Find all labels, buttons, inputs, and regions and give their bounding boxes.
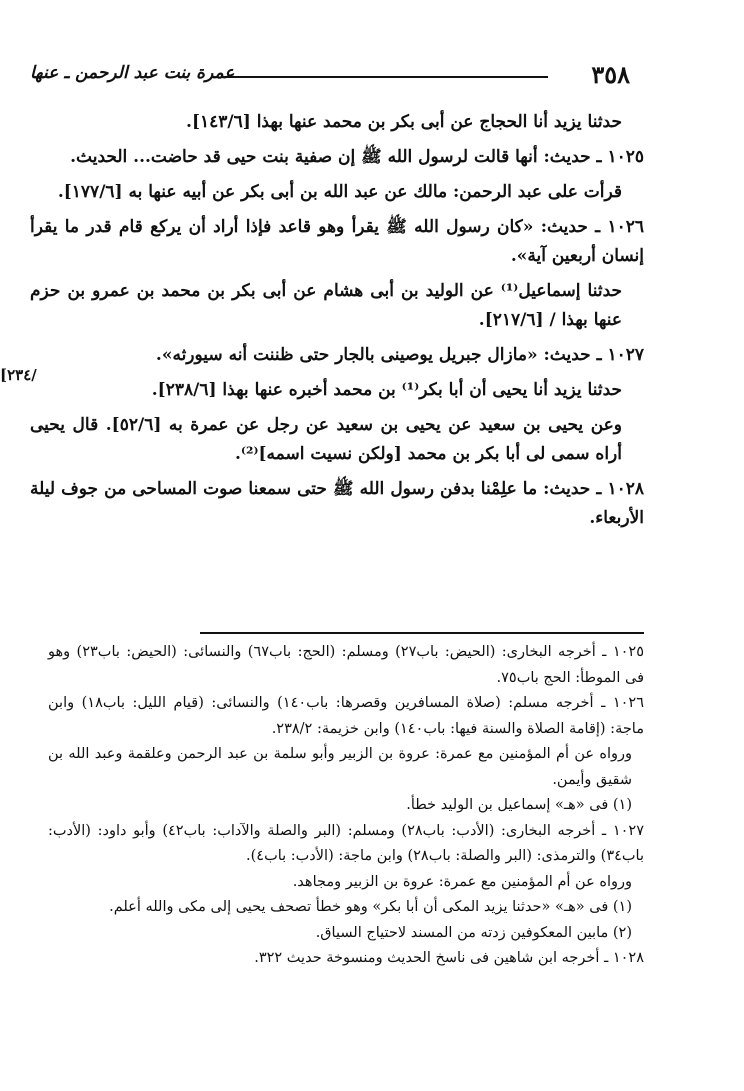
footnote-line: ورواه عن أم المؤمنين مع عمرة: عروة بن الزبير ومجاهد. xyxy=(292,873,632,890)
footnote-1025: ١٠٢٥ ـ أخرجه البخارى: (الحيض: باب٢٧) ومسلم: (الحج: باب٦٧) والنسائى: (الحيض: باب٢٣) وهو فى الموطأ: الحج باب٧٥. xyxy=(48,644,645,686)
text-paragraph: حدثنا إسماعيل⁽¹⁾ عن الوليد بن أبى هشام عن أبى بكر بن محمد بن عمرو بن حزم عنها بهذا / [٢١٧/٦]. xyxy=(30,281,622,330)
page-number: ٣٥٨ xyxy=(591,60,630,89)
footnote-line: (٢) مابين المعكوفين زدته من المسند لاحتياج السياق. xyxy=(315,924,632,941)
text-paragraph: حدثنا يزيد أنا الحجاج عن أبى بكر بن محمد عنها بهذا [١٤٣/٦]. xyxy=(186,112,622,132)
footnotes xyxy=(48,640,644,1020)
text-paragraph: قرأت على عبد الرحمن: مالك عن عبد الله بن أبى بكر عن أبيه عنها به [١٧٧/٦]. xyxy=(57,182,622,202)
footnote-1027: ١٠٢٧ ـ أخرجه البخارى: (الأدب: باب٢٨) ومسلم: (البر والصلة والآداب: باب٤٢) وأبو داود: (الأدب: باب٣٤) والترمذى: (البر والصلة: باب٢٨) وابن ماجة: (الأدب: باب٤). xyxy=(48,822,644,864)
page-header xyxy=(30,60,630,94)
footnote-divider xyxy=(200,632,644,634)
margin-page-reference: /٢٣٤] xyxy=(0,366,37,384)
footnote-1026: ١٠٢٦ ـ أخرجه مسلم: (صلاة المسافرين وقصرها: باب١٤٠) والنسائى: (قيام الليل: باب١٨) وابن ماجة: (إقامة الصلاة والسنة فيها: باب١٤٠) وابن خزيمة: ٢٣٨/٢. xyxy=(48,695,645,737)
footnote-line: (١) فى «هـ» إسماعيل بن الوليد خطأ. xyxy=(406,797,632,813)
hadith-entry-1026: ١٠٢٦ ـ حديث: «كان رسول الله ﷺ يقرأ وهو قاعد فإذا أراد أن يركع قام قدر ما يقرأ إنسان أربعين آية». xyxy=(30,217,644,266)
hadith-entry-1027: ١٠٢٧ ـ حديث: «مازال جبريل يوصينى بالجار حتى ظننت أنه سيورثه». xyxy=(155,345,644,365)
footnote-line: ورواه عن أم المؤمنين مع عمرة: عروة بن الزبير وأبو سلمة بن عبد الرحمن وعلقمة وعبد الله بن شقيق وأيمن. xyxy=(48,746,632,788)
main-text xyxy=(30,108,644,618)
text-paragraph: وعن يحيى بن سعيد عن يحيى بن سعيد عن رجل عن عمرة به [٥٢/٦]. قال يحيى أراه سمى لى أبا بكر بن محمد [ولكن نسيت اسمه]⁽²⁾. xyxy=(30,415,623,464)
running-title: عمرة بنت عبد الرحمن ـ عنها xyxy=(30,63,235,83)
header-rule xyxy=(225,76,548,78)
hadith-entry-1028: ١٠٢٨ ـ حديث: ما علِمْنا بدفن رسول الله ﷺ حتى سمعنا صوت المساحى من جوف ليلة الأربعاء. xyxy=(30,479,644,528)
hadith-entry-1025: ١٠٢٥ ـ حديث: أنها قالت لرسول الله ﷺ إن صفية بنت حيى قد حاضت... الحديث. xyxy=(70,147,644,167)
footnote-1028: ١٠٢٨ ـ أخرجه ابن شاهين فى ناسخ الحديث ومنسوخة حديث ٣٢٢. xyxy=(254,950,644,966)
text-paragraph: حدثنا يزيد أنا يحيى أن أبا بكر⁽¹⁾ بن محمد أخبره عنها بهذا [٢٣٨/٦]. xyxy=(151,380,622,400)
footnote-line: (١) فى «هـ» «حدثنا يزيد المكى أن أبا بكر» وهو خطأ تصحف يحيى إلى مكى والله أعلم. xyxy=(109,899,632,915)
